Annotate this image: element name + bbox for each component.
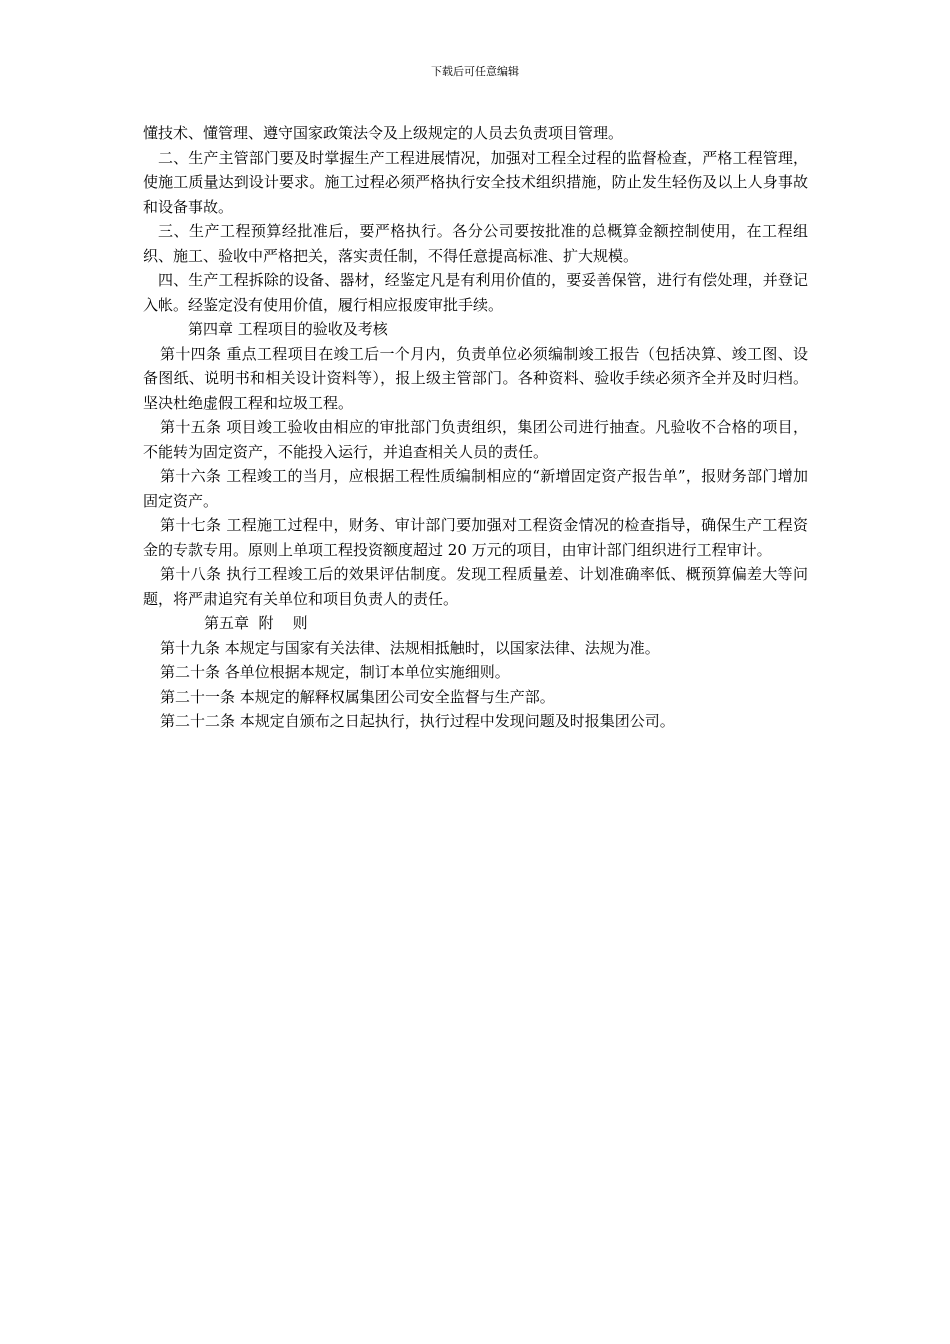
- paragraph-item-4: 四、生产工程拆除的设备、器材，经鉴定凡是有利用价值的，要妥善保管，进行有偿处理，并登记入帐。经鉴定没有使用价值，履行相应报废审批手续。: [143, 271, 808, 314]
- article-14: 第十四条 重点工程项目在竣工后一个月内，负责单位必须编制竣工报告（包括决算、竣工图、设备图纸、说明书和相关设计资料等），报上级主管部门。各种资料、验收手续必须齐全并及时归档。坚决杜绝虚假工程和垃圾工程。: [143, 344, 808, 412]
- paragraph-continuation: 懂技术、懂管理、遵守国家政策法令及上级规定的人员去负责项目管理。: [143, 124, 624, 142]
- article-15: 第十五条 项目竣工验收由相应的审批部门负责组织，集团公司进行抽查。凡验收不合格的项目，不能转为固定资产，不能投入运行，并追查相关人员的责任。: [143, 418, 808, 461]
- paragraph-item-3: 三、生产工程预算经批准后，要严格执行。各分公司要按批准的总概算金额控制使用，在工程组织、施工、验收中严格把关，落实责任制，不得任意提高标准、扩大规模。: [143, 222, 808, 265]
- paragraph-item-2: 二、生产主管部门要及时掌握生产工程进展情况，加强对工程全过程的监督检查，严格工程管理，使施工质量达到设计要求。施工过程必须严格执行安全技术组织措施，防止发生轻伤及以上人身事故和设备事故。: [143, 148, 808, 216]
- chapter-4-heading: 第四章 工程项目的验收及考核: [188, 320, 388, 338]
- article-20: 第二十条 各单位根据本规定，制订本单位实施细则。: [160, 663, 510, 681]
- article-16: 第十六条 工程竣工的当月，应根据工程性质编制相应的“新增固定资产报告单”，报财务部门增加固定资产。: [143, 467, 808, 510]
- page-header: 下载后可任意编辑: [431, 65, 519, 78]
- article-17: 第十七条 工程施工过程中，财务、审计部门要加强对工程资金情况的检查指导，确保生产工程资金的专款专用。原则上单项工程投资额度超过 20 万元的项目，由审计部门组织进行工程审计。: [143, 516, 808, 559]
- article-21: 第二十一条 本规定的解释权属集团公司安全监督与生产部。: [160, 687, 555, 706]
- document-body: [143, 121, 808, 734]
- article-22: 第二十二条 本规定自颁布之日起执行，执行过程中发现问题及时报集团公司。: [160, 712, 675, 730]
- article-18: 第十八条 执行工程竣工后的效果评估制度。发现工程质量差、计划准确率低、概预算偏差大等问题，将严肃追究有关单位和项目负责人的责任。: [143, 565, 808, 608]
- article-19: 第十九条 本规定与国家有关法律、法规相抵触时，以国家法律、法规为准。: [160, 638, 660, 657]
- chapter-5-heading: 第五章 附 则: [204, 614, 308, 632]
